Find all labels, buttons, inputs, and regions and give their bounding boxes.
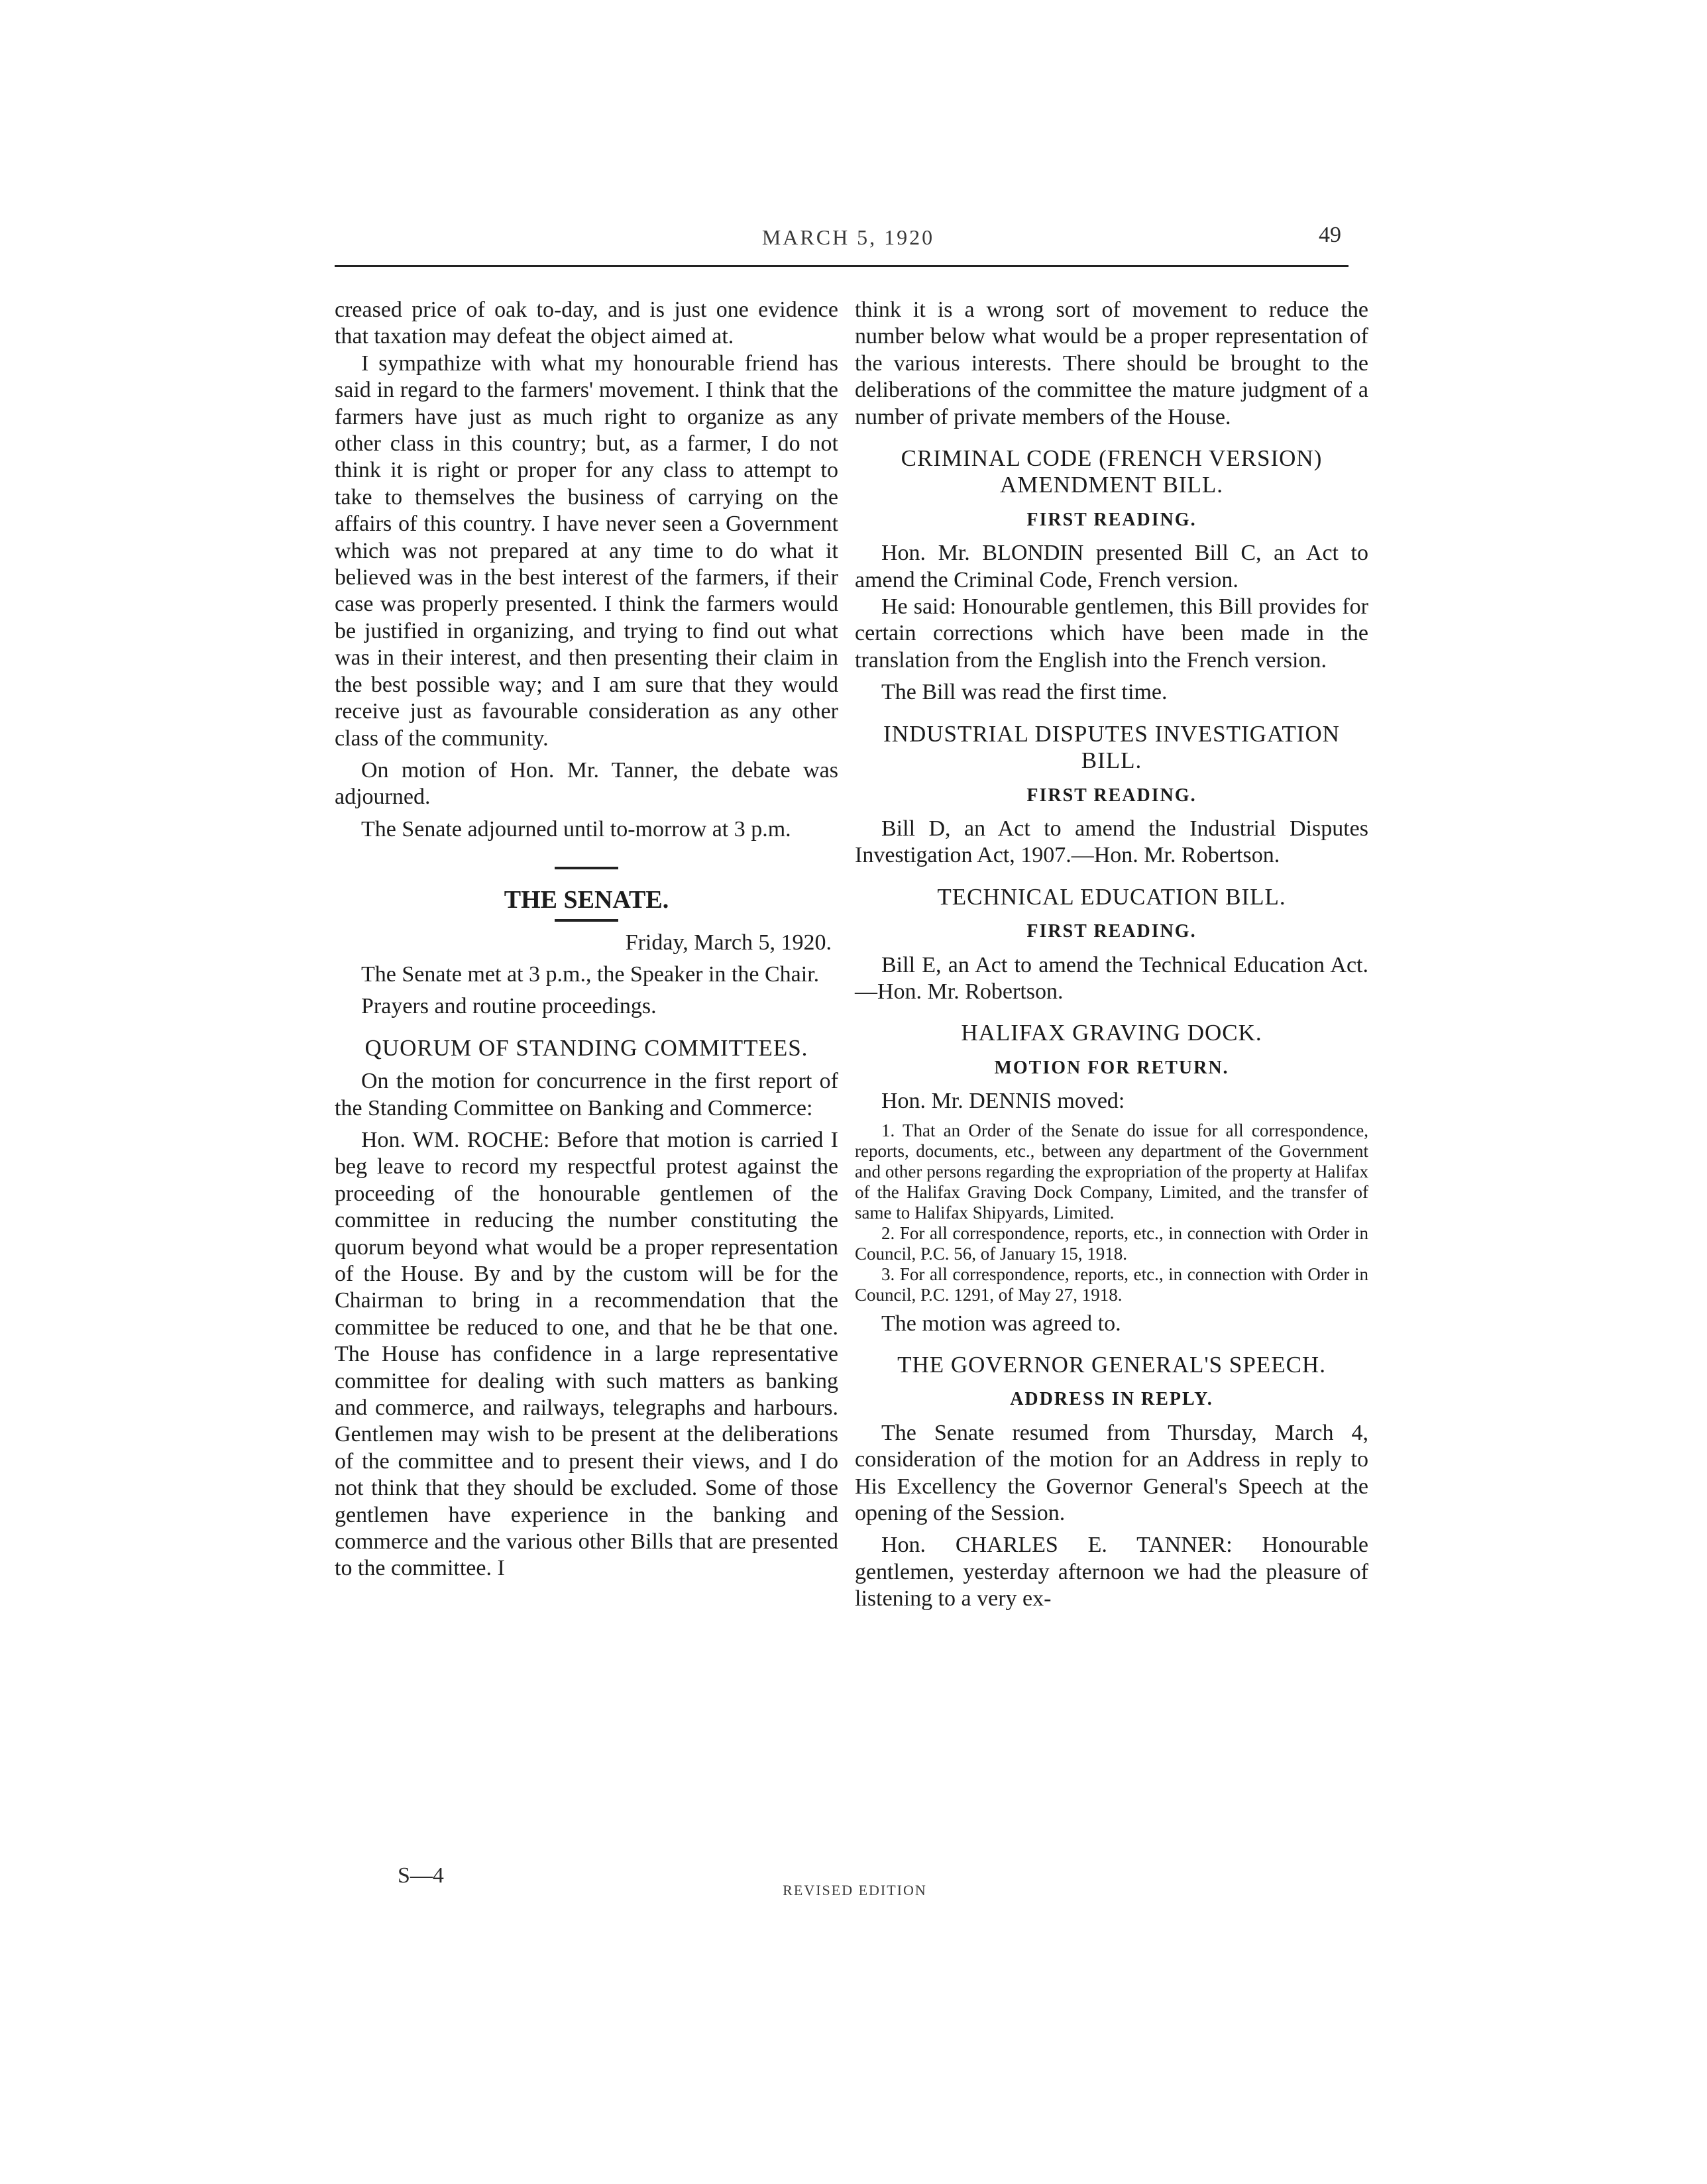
senate-title: THE SENATE. — [504, 886, 669, 914]
paragraph: On the motion for concurrence in the first report of the Standing Committee on Banking and Commerce: — [335, 1069, 838, 1120]
left-column — [335, 297, 838, 1582]
paragraph: Prayers and routine proceedings. — [361, 994, 657, 1019]
section-heading: QUORUM OF STANDING COMMITTEES. — [364, 1034, 808, 1061]
paragraph: Bill E, an Act to amend the Technical Education Act.—Hon. Mr. Robertson. — [855, 952, 1368, 1004]
section-heading: INDUSTRIAL DISPUTES INVESTIGATION BILL. — [883, 720, 1340, 774]
sitting-date: Friday, March 5, 1920. — [625, 930, 832, 955]
paragraph: He said: Honourable gentlemen, this Bill provides for certain corrections which have been made in the translation from the English into the French version. — [855, 594, 1368, 673]
paragraph: Hon. Mr. BLONDIN presented Bill C, an Act to amend the Criminal Code, French version. — [855, 541, 1368, 592]
paragraph: The motion was agreed to. — [881, 1311, 1121, 1336]
section-heading: HALIFAX GRAVING DOCK. — [961, 1020, 1262, 1046]
section-rule — [555, 919, 618, 922]
section-subheading: FIRST READING. — [1026, 509, 1197, 530]
section-subheading: FIRST READING. — [1026, 785, 1197, 806]
right-column — [855, 297, 1368, 1613]
section-heading: TECHNICAL EDUCATION BILL. — [937, 883, 1286, 910]
paragraph: Bill D, an Act to amend the Industrial Disputes Investigation Act, 1907.—Hon. Mr. Robertson. — [855, 816, 1368, 868]
section-subheading: MOTION FOR RETURN. — [994, 1057, 1229, 1078]
paragraph: Hon. Mr. DENNIS moved: — [881, 1089, 1125, 1114]
paragraph: creased price of oak to-day, and is just one evidence that taxation may defeat the object aimed at. — [335, 298, 838, 349]
section-subheading: FIRST READING. — [1026, 921, 1197, 942]
paragraph: I sympathize with what my honourable friend has said in regard to the farmers' movement. I think that the farmers have just as much right to organize as any other class in this country; but, as a farmer, I do not think it is right or proper for any class to attempt to take to themselves the business of carrying on the affairs of this country. I have never seen a Government which was not prepared at any time to do what it believed was in the best interest of the farmers, if their case was properly presented. I think the farmers would be justified in organizing, and trying to find out what was in their interest, and then presenting their claim in the best possible way; and I am sure that they would receive just as favourable consideration as any other class of the community. — [335, 351, 838, 751]
section-subheading: ADDRESS IN REPLY. — [1010, 1389, 1213, 1410]
motion-item: 2. For all correspondence, reports, etc., in connection with Order in Council, P.C. 56, of January 15, 1918. — [855, 1223, 1368, 1264]
paragraph: think it is a wrong sort of movement to reduce the number below what would be a proper representation of the various interests. There should be brought to the deliberations of the committee the mature judgment of a number of private members of the House. — [855, 298, 1368, 429]
paragraph: The Senate met at 3 p.m., the Speaker in the Chair. — [361, 961, 820, 987]
motion-item: 1. That an Order of the Senate do issue for all correspondence, reports, documents, etc., between any department of the Government and other persons regarding the expropriation of the property at Halifax of the Halifax Graving Dock Company, Limited, and the transfer of same to Halifax Shipyards, Limited. — [855, 1120, 1368, 1223]
paragraph: The Bill was read the first time. — [881, 680, 1168, 705]
paragraph: Hon. CHARLES E. TANNER: Honourable gentlemen, yesterday afternoon we had the pleasure of listening to a very ex- — [855, 1533, 1368, 1611]
running-head-date: MARCH 5, 1920 — [761, 225, 935, 249]
paragraph: The Senate adjourned until to-morrow at 3 p.m. — [361, 816, 791, 842]
paragraph: Hon. WM. ROCHE: Before that motion is carried I beg leave to record my respectful protest against the proceeding of the honourable gentlemen of the committee in reducing the number constituting the quorum beyond what would be a proper representation of the House. By and by the custom will be for the Chairman to bring in a recommendation that the committee be reduced to one, and that he be that one. The House has confidence in a large representative committee for dealing with such matters as banking and commerce, and railways, telegraphs and harbours. Gentlemen may wish to be present at the deliberations of the committee and to present their views, and I do not think that they should be excluded. Some of those gentlemen have experience in the banking and commerce and the various other Bills that are presented to the committee. I — [335, 1127, 838, 1581]
signature-mark: S—4 — [398, 1863, 444, 1888]
paragraph: On motion of Hon. Mr. Tanner, the debate was adjourned. — [335, 757, 838, 810]
paragraph: The Senate resumed from Thursday, March 4, consideration of the motion for an Address in reply to His Excellency the Governor General's Speech at the opening of the Session. — [855, 1420, 1368, 1525]
section-heading: THE GOVERNOR GENERAL'S SPEECH. — [897, 1351, 1326, 1378]
motion-item: 3. For all correspondence, reports, etc., in connection with Order in Council, P.C. 1291, of May 27, 1918. — [855, 1264, 1368, 1305]
section-heading: CRIMINAL CODE (FRENCH VERSION) AMENDMENT BILL. — [901, 445, 1323, 498]
section-rule — [555, 867, 618, 869]
edition-note: REVISED EDITION — [783, 1882, 927, 1898]
header-rule — [335, 265, 1349, 267]
page-number: 49 — [1319, 223, 1341, 247]
